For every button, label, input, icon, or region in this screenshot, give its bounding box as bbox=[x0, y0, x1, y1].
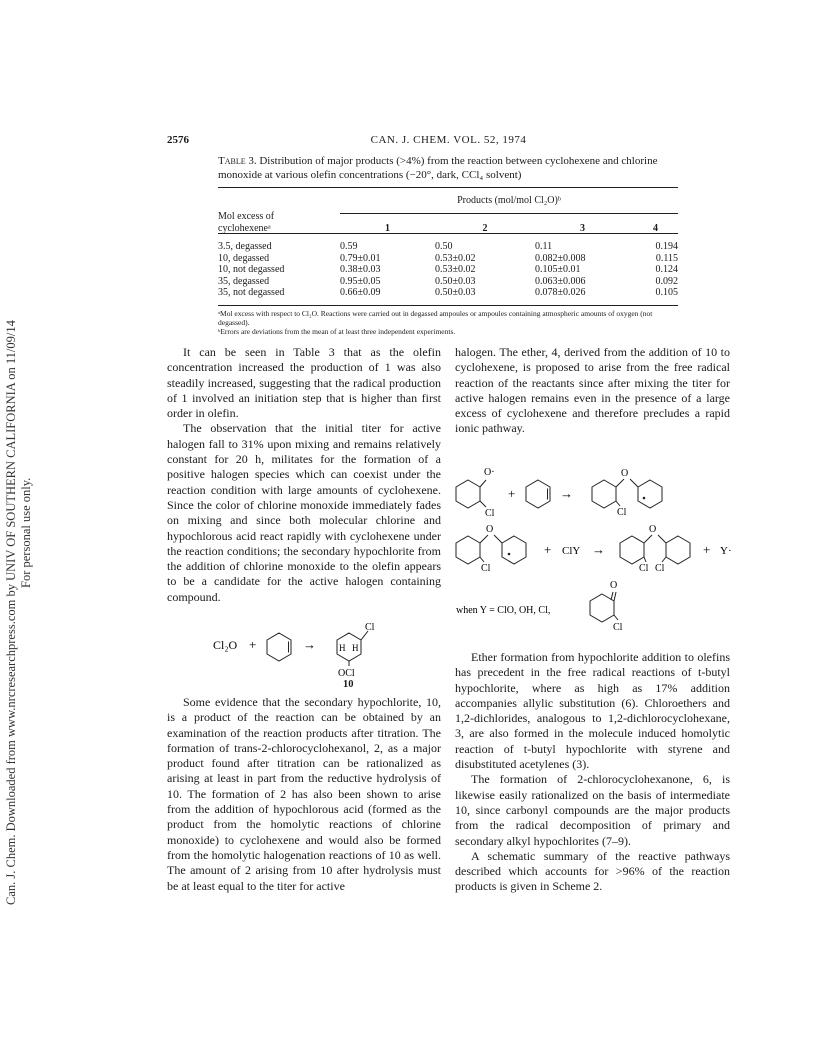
scheme-cl-3: Cl bbox=[481, 563, 491, 574]
scheme-arrow-2: → bbox=[592, 542, 605, 557]
right-column-bottom bbox=[455, 650, 730, 895]
table-caption bbox=[218, 154, 678, 182]
products-table bbox=[218, 189, 678, 299]
chloroketone-ring bbox=[590, 594, 614, 622]
ether-bond-r bbox=[630, 479, 638, 487]
scheme-product-radical: Y· bbox=[720, 545, 732, 557]
col-header-3: 3 bbox=[580, 222, 585, 234]
left-column-top bbox=[167, 345, 441, 605]
radical-dot-1 bbox=[643, 497, 646, 500]
table-row: 10, degassed 0.79±0.01 0.53±0.02 0.082±0.008 0.115 bbox=[218, 252, 678, 264]
ether-ring-right bbox=[638, 480, 662, 508]
ether-radical-ring-right bbox=[502, 536, 526, 564]
radical-dot-2 bbox=[508, 553, 511, 556]
c-cl-bond-4 bbox=[644, 557, 646, 562]
watermark-line-1: Can. J. Chem. Downloaded from www.nrcresearchpress.com by UNIV OF SOUTHERN CALIFORNIA on 11/09/14 bbox=[4, 320, 18, 905]
right-paragraph-2: Ether formation from hypochlorite addition to olefins has precedent in the free radical reactions of t-butyl hypochlorite, where as high as 17% addition accompanies allylic substitution (6). Chloroethers and 1,2-dichlorides, analogous to 1,2-dichlorocyclohexane, 3, are also formed in the molecule induced homolytic reaction of t-butyl hypochlorite with styrene and disubstituted acetylenes (3). bbox=[455, 650, 730, 772]
c-cl-bond-5 bbox=[662, 557, 666, 562]
ether-radical-bond-r bbox=[494, 535, 502, 543]
scheme-cl-1: Cl bbox=[485, 508, 495, 519]
scheme-o-3: O bbox=[649, 524, 657, 535]
left-paragraph-3: Some evidence that the secondary hypochlorite, 10, is a product of the reaction can be obtained by an examination of the reaction products after titration. The formation of trans-2-chlorocyclohexanol, 2, as a major product found after titration can be rationalized as arising at least in part from the reductive hydrolysis of 10. The formation of 2 has also been shown to arise from the addition of hypochlorous acid (formed as the product from the homolytic reactions of chlorine monoxide) to cyclohexene and would also be formed from the homolytic halogenation reactions of 10 as well. The amount of 2 arising from 10 after hydrolysis must be at least equal to the titer for active bbox=[167, 695, 441, 893]
eq1-ocl: OCl bbox=[338, 668, 355, 679]
left-paragraph-1: It can be seen in Table 3 that as the olefin concentration increased the production of 1 was also steadily increased, suggesting that the radical production of 1 involved an initiation step that is higher than first order in olefin. bbox=[167, 345, 441, 421]
c-cl-bond-2 bbox=[616, 501, 620, 506]
ether-bond-l bbox=[616, 479, 624, 487]
table-row: 3.5, degassed 0.59 0.50 0.11 0.194 bbox=[218, 241, 678, 252]
scheme-arrow-1: → bbox=[560, 486, 573, 501]
dichloroether-bond-l bbox=[644, 535, 652, 543]
row-header-line1: Mol excess of bbox=[218, 211, 275, 222]
scheme-reagent: ClY bbox=[562, 545, 581, 557]
col-header-4: 4 bbox=[653, 222, 658, 234]
eq1-plus: + bbox=[249, 637, 257, 652]
right-paragraph-4: A schematic summary of the reactive pathways described which accounts for >96% of the reaction products is given in Scheme 2. bbox=[455, 848, 730, 894]
dichloroether-ring-right bbox=[666, 536, 690, 564]
scheme-cl-6: Cl bbox=[613, 622, 623, 633]
scheme-condition: when Y = ClO, OH, Cl, bbox=[456, 605, 551, 616]
dichloroether-ring-left bbox=[620, 536, 644, 564]
table-rule-bottom bbox=[218, 305, 678, 306]
scheme-o-radical: O· bbox=[484, 467, 495, 478]
table-footnote-b: ᵇErrors are deviations from the mean of at least three independent experiments. bbox=[218, 327, 456, 336]
left-column-bottom bbox=[167, 695, 441, 894]
scheme-cl-2: Cl bbox=[617, 507, 627, 518]
ether-radical-ring-left bbox=[456, 536, 480, 564]
col-header-1: 1 bbox=[385, 222, 390, 234]
alkoxy-ring bbox=[456, 480, 480, 508]
table-label: Table 3. bbox=[218, 155, 257, 167]
c-cl-bond-6 bbox=[614, 615, 618, 620]
dichloroether-bond-r bbox=[658, 535, 666, 543]
table-caption-text: Distribution of major products (>4%) from the reaction between cyclohexene and chlorine monoxide at various olefin concentrations (−20°, dark, CCl₄ solvent) bbox=[218, 155, 658, 181]
eq1-arrow: → bbox=[303, 637, 316, 652]
right-paragraph-1: halogen. The ether, 4, derived from the addition of 10 to cyclohexene, is proposed to arise from the free radical reaction of the reactants since after mixing the titer for active halogen remains even in the presence of a large excess of cyclohexene and therefore precludes a rapid ionic pathway. bbox=[455, 345, 730, 436]
eq1-reagent: Cl₂O bbox=[213, 638, 238, 652]
table-rule-top bbox=[218, 187, 678, 188]
equation-hypochlorite-formation bbox=[205, 618, 405, 693]
table-row: 10, not degassed 0.38±0.03 0.53±0.02 0.105±0.01 0.124 bbox=[218, 264, 678, 275]
scheme-o-1: O bbox=[621, 468, 629, 479]
c-cl-bond-3 bbox=[480, 557, 484, 562]
eq1-h2: H bbox=[352, 643, 359, 653]
table-row: 35, degassed 0.95±0.05 0.50±0.03 0.063±0.006 0.092 bbox=[218, 275, 678, 287]
cyclohexene-ring-2 bbox=[526, 480, 550, 508]
scheme-cl-5: Cl bbox=[655, 563, 665, 574]
eq1-h1: H bbox=[339, 643, 346, 653]
right-column-top bbox=[455, 345, 730, 437]
scheme-cl-4: Cl bbox=[639, 563, 649, 574]
scheme-o-2: O bbox=[486, 524, 494, 535]
eq1-cl: Cl bbox=[365, 622, 375, 633]
products-group-header: Products (mol/mol Cl₂O)ᵇ bbox=[457, 195, 561, 206]
running-head: CAN. J. CHEM. VOL. 52, 1974 bbox=[370, 134, 527, 146]
scheme-plus-2: + bbox=[544, 542, 552, 557]
table-footnote-a: ᵃMol excess with respect to Cl₂O. Reactions were carried out in degassed ampoules or ampoules containing atmospheric amounts of oxygen (not degassed). bbox=[218, 309, 653, 327]
c-o-bond bbox=[480, 480, 486, 487]
right-paragraph-3: The formation of 2-chlorocyclohexanone, 6, is likewise easily rationalized on the basis of intermediate 10, since carbonyl compounds are the major products from the radical decomposition of primary and secondary alkyl hypochlorites (7–9). bbox=[455, 772, 730, 848]
cyclohexene-ring bbox=[267, 633, 291, 661]
c-cl-bond-1 bbox=[480, 501, 486, 507]
scheme-plus-1: + bbox=[508, 486, 516, 501]
scheme-o-4: O bbox=[610, 580, 618, 591]
row-header-line2: cyclohexeneᵃ bbox=[218, 222, 271, 234]
page-number: 2576 bbox=[167, 134, 189, 146]
scheme-plus-3: + bbox=[703, 542, 711, 557]
ether-radical-bond-l bbox=[480, 535, 488, 543]
scheme-ether-formation bbox=[452, 458, 742, 638]
compound-label-10: 10 bbox=[343, 679, 354, 690]
table-row: 35, not degassed 0.66±0.09 0.50±0.03 0.078±0.026 0.105 bbox=[218, 287, 678, 298]
c-o-double-1 bbox=[614, 592, 616, 601]
watermark-line-2: For personal use only. bbox=[19, 477, 33, 588]
download-watermark bbox=[0, 0, 38, 1056]
left-paragraph-2: The observation that the initial titer for active halogen fall to 31% upon mixing and remains relatively constant for 20 h, militates for the formation of a positive halogen species which can coexist under the reaction condition with large amounts of cyclohexene. Since the color of chlorine monoxide immediately fades on mixing and since both molecular chlorine and hypochlorous acid react rapidly with cyclohexene under the reaction conditions; the secondary hypochlorite from the addition of chlorine monoxide to the olefin appears to be a candidate for the active halogen containing compound. bbox=[167, 421, 441, 604]
col-header-2: 2 bbox=[482, 222, 488, 234]
c-o-double-2 bbox=[611, 592, 613, 600]
ether-ring-left bbox=[592, 480, 616, 508]
